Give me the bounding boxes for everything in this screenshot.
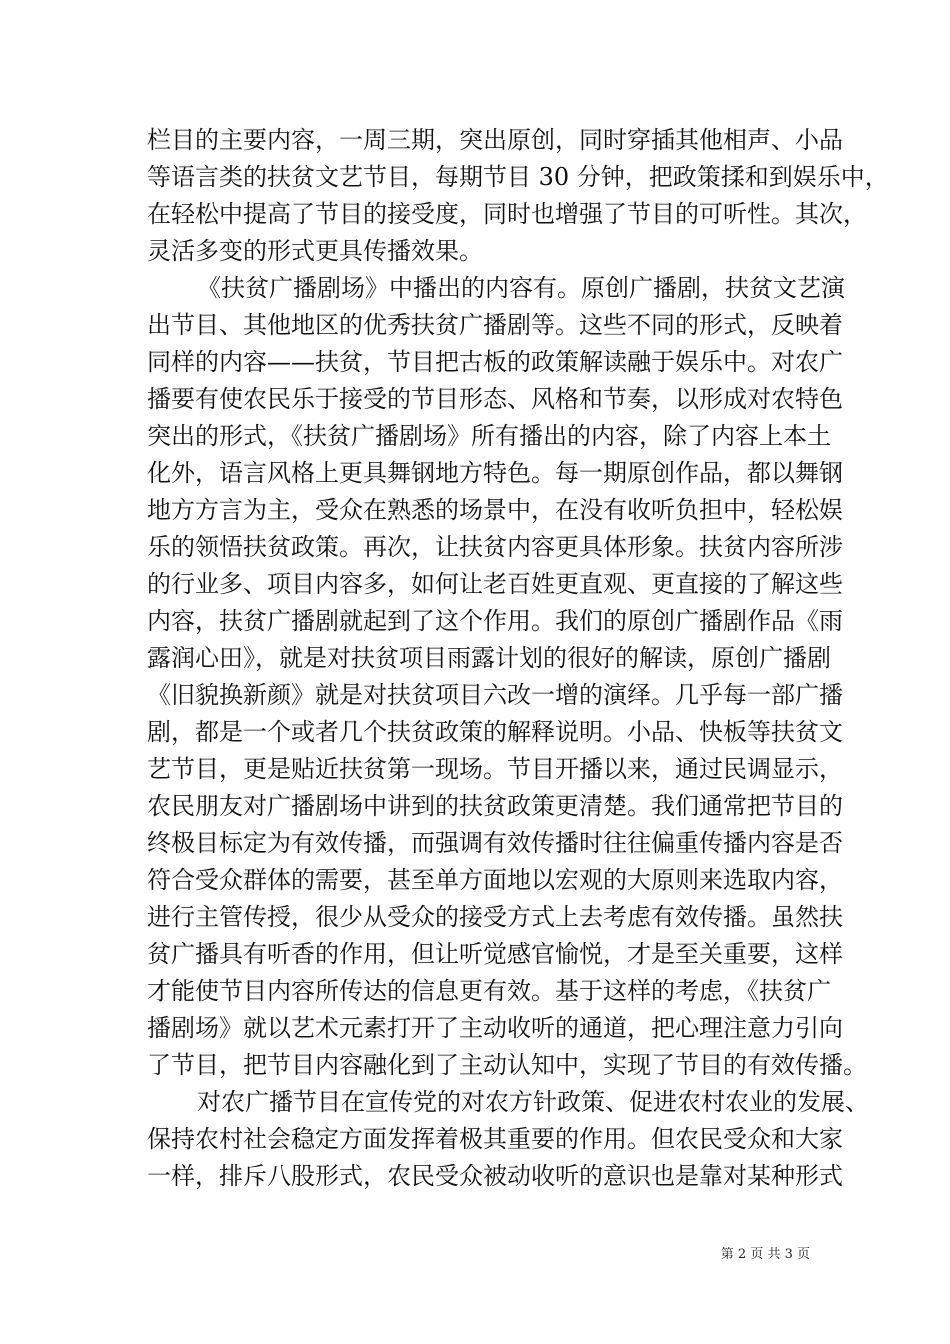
text-line: 同样的内容——扶贫，节目把古板的政策解读融于娱乐中。对农广 (147, 348, 843, 376)
text-line: 内容，扶贫广播剧就起到了这个作用。我们的原创广播剧作品《雨 (147, 607, 843, 635)
text-line: 灵活多变的形式更具传播效果。 (147, 237, 483, 265)
text-line: 栏目的主要内容，一周三期，突出原创，同时穿插其他相声、小品 (147, 126, 843, 154)
text-line: 保持农村社会稳定方面发挥着极其重要的作用。但农民受众和大家 (147, 1125, 843, 1153)
text-line: 贫广播具有听香的作用，但让听觉感官愉悦，才是至关重要，这样 (147, 940, 843, 968)
text-line: 进行主管传授，很少从受众的接受方式上去考虑有效传播。虽然扶 (147, 903, 843, 931)
text-line: 艺节目，更是贴近扶贫第一现场。节目开播以来，通过民调显示， (147, 755, 843, 783)
text-line: 才能使节目内容所传达的信息更有效。基于这样的考虑，《扶贫广 (147, 977, 831, 1005)
text-line: 在轻松中提高了节目的接受度，同时也增强了节目的可听性。其次， (147, 200, 867, 228)
text-line: 乐的领悟扶贫政策。再次，让扶贫内容更具体形象。扶贫内容所涉 (147, 533, 843, 561)
text-line: 了节目，把节目内容融化到了主动认知中，实现了节目的有效传播。 (147, 1051, 867, 1079)
text-line: 终极目标定为有效传播，而强调有效传播时往往偏重传播内容是否 (147, 829, 843, 857)
text-line: 地方方言为主，受众在熟悉的场景中，在没有收听负担中，轻松娱 (147, 496, 843, 524)
paragraph-first-line: 《扶贫广播剧场》中播出的内容有。原创广播剧，扶贫文艺演 (197, 274, 845, 302)
text-line: 剧，都是一个或者几个扶贫政策的解释说明。小品、快板等扶贫文 (147, 718, 843, 746)
text-line: 露润心田》，就是对扶贫项目雨露计划的很好的解读，原创广播剧 (147, 644, 831, 672)
text-line: 突出的形式，《扶贫广播剧场》所有播出的内容，除了内容上本土 (147, 422, 831, 450)
text-line: 农民朋友对广播剧场中讲到的扶贫政策更清楚。我们通常把节目的 (147, 792, 843, 820)
text-line: 播要有使农民乐于接受的节目形态、风格和节奏，以形成对农特色 (147, 385, 843, 413)
text-line: 符合受众群体的需要，甚至单方面地以宏观的大原则来选取内容， (147, 866, 843, 894)
text-line: 的行业多、项目内容多，如何让老百姓更直观、更直接的了解这些 (147, 570, 843, 598)
text-line: 《旧貌换新颜》就是对扶贫项目六改一增的演绎。几乎每一部广播 (147, 681, 843, 709)
text-line: 一样，排斥八股形式，农民受众被动收听的意识也是靠对某种形式 (147, 1162, 843, 1190)
text-line: 化外，语言风格上更具舞钢地方特色。每一期原创作品，都以舞钢 (147, 459, 843, 487)
text-line: 出节目、其他地区的优秀扶贫广播剧等。这些不同的形式，反映着 (147, 311, 843, 339)
text-line: 播剧场》就以艺术元素打开了主动收听的通道，把心理注意力引向 (147, 1014, 843, 1042)
text-line: 等语言类的扶贫文艺节目，每期节目 30 分钟，把政策揉和到娱乐中， (147, 163, 889, 191)
paragraph-first-line: 对农广播节目在宣传党的对农方针政策、促进农村农业的发展、 (197, 1088, 869, 1116)
page-number: 第 2 页 共 3 页 (720, 1247, 810, 1262)
